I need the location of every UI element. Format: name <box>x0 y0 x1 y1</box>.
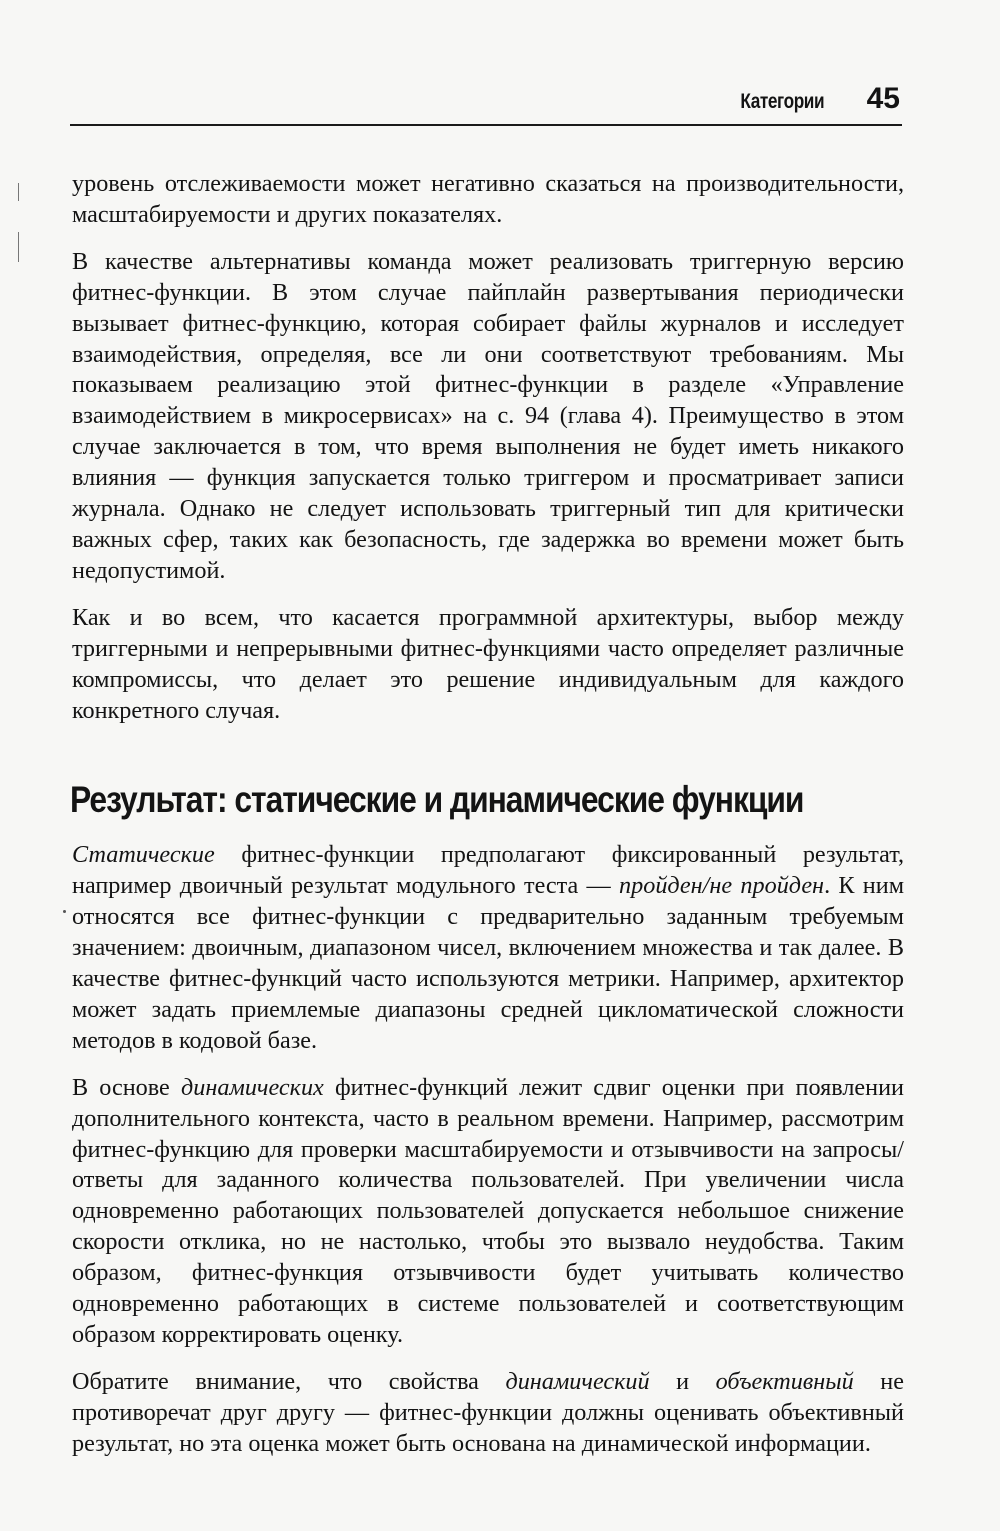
paragraph: уровень отслеживаемости может негативно сказаться на производительности, масштабируемости и других показателях. <box>72 170 904 228</box>
margin-mark <box>18 232 19 262</box>
page-number: 45 <box>866 82 900 115</box>
paragraph-static-functions <box>72 840 904 1056</box>
paragraph: В качестве альтернативы команда может реализовать триггерную версию фитнес-функции. В этом случае пайплайн развертывания периодически вызывает фитнес-функцию, которая собирает файлы журналов и исследует взаимодействия, определяя, все ли они соответствуют требованиям. Мы показываем реализацию этой фитнес-функции в разделе «Управление взаимодействием в микросервисах» на с. 94 (глава 4). Преимущество в этом случае заключается в том, что время выполнения не будет иметь никакого влияния — функция запускается только триггером и просматривает записи журнала. Однако не следует использовать триггерный тип для критически важных сфер, таких как безопасность, где задержка во времени может быть недопустимой. <box>72 247 904 584</box>
running-header-section-title: Категории <box>740 90 824 113</box>
italic-term: Статические <box>72 841 215 869</box>
margin-dot <box>63 910 66 913</box>
page-content <box>72 169 904 1460</box>
text-run: . К ним относятся все фитнес-функции с предварительно заданным требуемым значением: двоичным, диапазоном чисел, включением множества и так далее. В качестве фитнес-функций часто используются метрики. Например, архитектор может задать приемлемые диапазоны средней цикломатической сложности методов в кодовой базе. <box>72 872 904 1054</box>
paragraph: Как и во всем, что касается программной архитектуры, выбор между триггерными и непрерывными фитнес-функциями часто определяет различные компромиссы, что делает это решение индивидуальным для каждого конкретного случая. <box>72 603 904 724</box>
italic-term: пройден/не пройден <box>619 872 825 900</box>
paragraph-dynamic-functions <box>72 1073 904 1351</box>
text-run: не противоречат друг другу — фитнес-функции должны оценивать объективный результат, но эта оценка может быть основана на динамической информации. <box>72 1367 904 1457</box>
running-header <box>70 84 902 126</box>
text-run: В основе <box>72 1073 181 1101</box>
italic-term: объективный <box>715 1367 854 1395</box>
section-heading <box>70 778 904 822</box>
paragraph-note <box>72 1367 904 1460</box>
text-run: Обратите внимание, что свойства <box>72 1367 506 1395</box>
section-heading-text: Результат: статические и динамические функции <box>70 779 804 821</box>
text-run: фитнес-функции предполагают фиксированный результат, например двоичный результат модульного теста — <box>72 841 904 900</box>
italic-term: динамический <box>505 1367 650 1395</box>
text-run: фитнес-функций лежит сдвиг оценки при появлении дополнительного контекста, часто в реальном времени. Например, рассмотрим фитнес-функцию для проверки масштабируемости и отзывчивости на запросы/ответы для заданного количества пользователей. При увеличении числа одновременно работающих пользователей допускается небольшое снижение скорости отклика, но не настолько, чтобы это вызвало неудобства. Таким образом, фитнес-функция отзывчивости будет учитывать количество одновременно работающих в системе пользователей и соответствующим образом корректировать оценку. <box>72 1073 904 1348</box>
text-run: и <box>649 1367 716 1395</box>
margin-mark <box>18 183 19 201</box>
italic-term: динамических <box>180 1073 324 1101</box>
